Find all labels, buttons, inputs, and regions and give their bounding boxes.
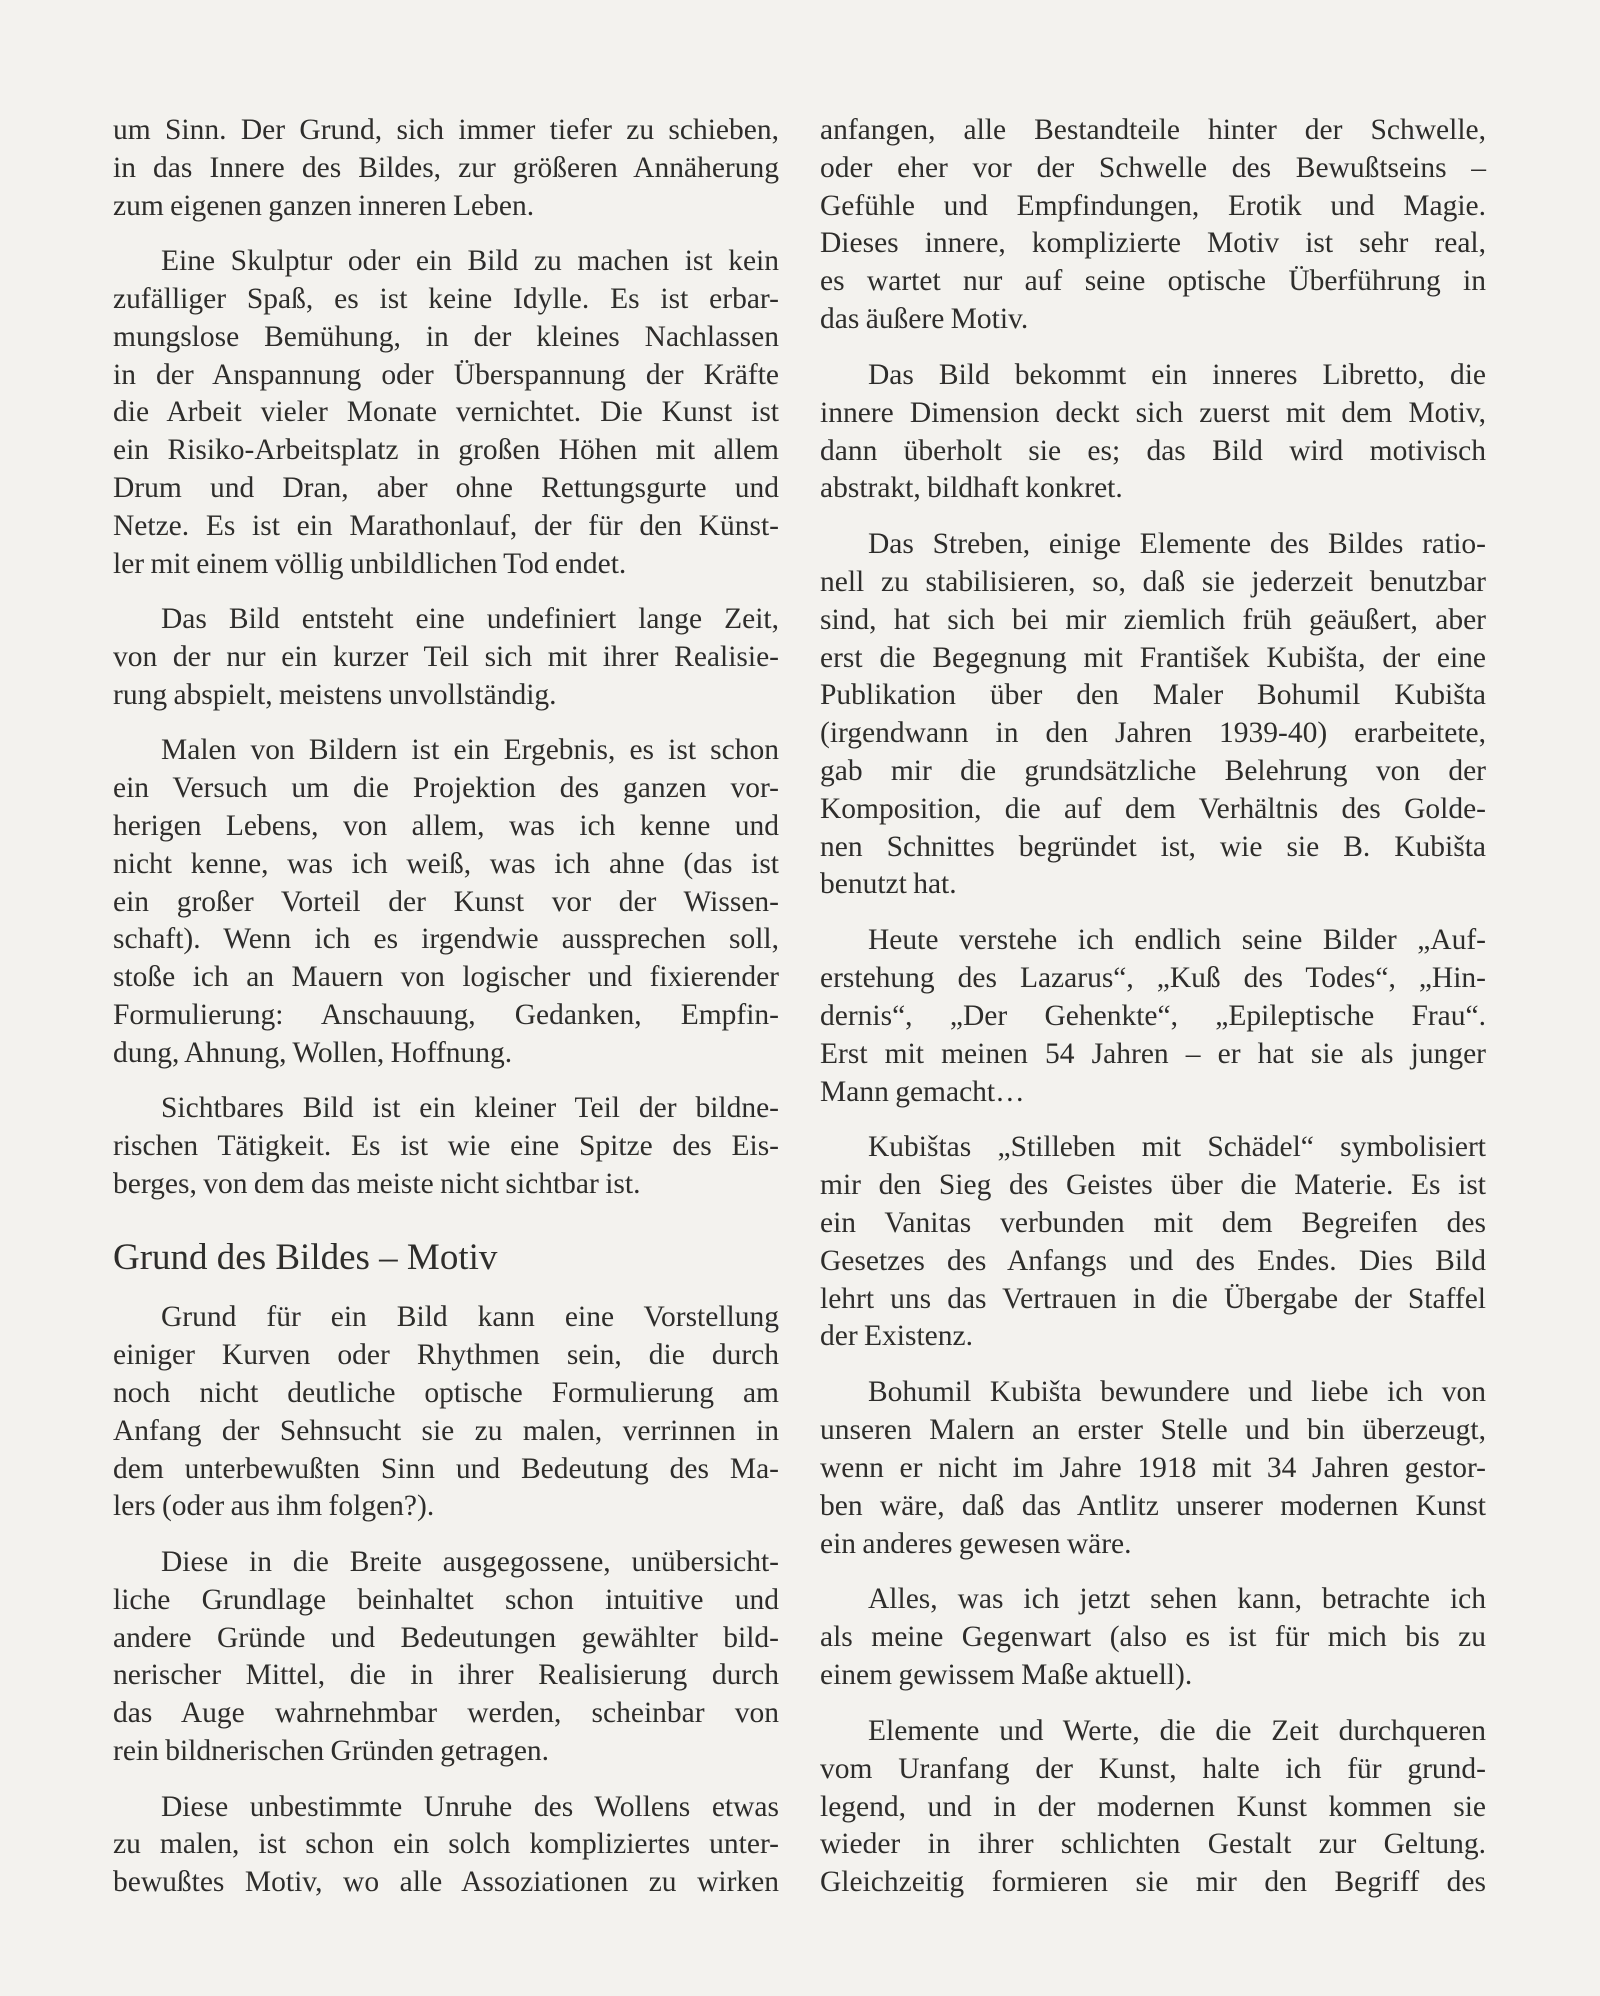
text-line: berges, von dem das meiste nicht sichtbar ist. — [113, 1167, 641, 1200]
text-line: andere Gründe und Bedeutungen gewählter bild- — [113, 1621, 779, 1654]
text-line: bewußtes Motiv, wo alle Assoziationen zu wirken — [113, 1866, 779, 1899]
text-line: Gleichzeitig formieren sie mir den Begriff des — [820, 1866, 1486, 1899]
text-line: erst die Begegnung mit František Kubišta, der eine — [820, 641, 1486, 674]
text-line: mungslose Bemühung, in der kleines Nachlassen — [113, 320, 779, 353]
text-line: zum eigenen ganzen inneren Leben. — [113, 189, 535, 222]
text-line: wenn er nicht im Jahre 1918 mit 34 Jahren gestor- — [820, 1451, 1486, 1484]
paragraph — [113, 1090, 779, 1203]
text-line: ein Vanitas verbunden mit dem Begreifen des — [820, 1207, 1486, 1240]
text-line: Dieses innere, komplizierte Motiv ist sehr real, — [820, 227, 1486, 260]
text-line: innere Dimension deckt sich zuerst mit dem Motiv, — [820, 396, 1486, 429]
paragraph — [820, 112, 1486, 339]
text-line: dem unterbewußten Sinn und Bedeutung des Ma- — [113, 1452, 779, 1485]
text-line: einiger Kurven oder Rhythmen sein, die durch — [113, 1339, 779, 1372]
text-line: Gesetzes des Anfangs und des Endes. Dies Bild — [820, 1244, 1486, 1277]
text-line: dann überholt sie es; das Bild wird motivisch — [820, 434, 1486, 467]
text-line: Bohumil Kubišta bewundere und liebe ich von — [868, 1376, 1486, 1409]
text-line: noch nicht deutliche optische Formulierung am — [113, 1376, 779, 1409]
text-line: ben wäre, daß das Antlitz unserer modernen Kunst — [820, 1489, 1486, 1522]
paragraph — [113, 1544, 779, 1771]
text-line: mir den Sieg des Geistes über die Materie. Es ist — [820, 1169, 1486, 1202]
text-line: lers (oder aus ihm folgen?). — [113, 1490, 435, 1523]
paragraph — [820, 1374, 1486, 1563]
text-line: von der nur ein kurzer Teil sich mit ihrer Realisie- — [113, 640, 779, 673]
text-line: als meine Gegenwart (also es ist für mich bis zu — [820, 1621, 1486, 1654]
text-line: der Existenz. — [820, 1320, 973, 1353]
text-line: zufälliger Spaß, es ist keine Idylle. Es ist erbar- — [113, 283, 779, 315]
paragraph — [820, 526, 1486, 904]
text-line: sind, hat sich bei mir ziemlich früh geäußert, aber — [820, 603, 1486, 636]
text-line: es wartet nur auf seine optische Überführung in — [820, 265, 1486, 298]
text-line: wieder in ihrer schlichten Gestalt zur Geltung. — [820, 1828, 1486, 1861]
text-line: Komposition, die auf dem Verhältnis des Golde- — [820, 792, 1486, 825]
text-line: benutzt hat. — [820, 868, 957, 901]
text-line: vom Uranfang der Kunst, halte ich für grund- — [820, 1752, 1486, 1785]
text-line: Diese in die Breite ausgegossene, unübersicht- — [161, 1545, 779, 1578]
text-line: ein Versuch um die Projektion des ganzen vor- — [113, 772, 779, 805]
left-text-column — [113, 112, 779, 1902]
text-line: nen Schnittes begründet ist, wie sie B. Kubišta — [820, 830, 1486, 863]
paragraph — [113, 112, 779, 225]
text-line: Sichtbares Bild ist ein kleiner Teil der bildne- — [161, 1092, 779, 1125]
text-line: rung abspielt, meistens unvollständig. — [113, 678, 557, 711]
text-line: Mann gemacht… — [820, 1075, 1025, 1108]
text-line: erstehung des Lazarus“, „Kuß des Todes“, „Hin- — [820, 962, 1486, 995]
text-line: legend, und in der modernen Kunst kommen sie — [820, 1790, 1486, 1823]
text-line: ein anderes gewesen wäre. — [820, 1527, 1132, 1560]
text-line: lehrt uns das Vertrauen in die Übergabe der Staffel — [820, 1282, 1486, 1315]
paragraph — [113, 732, 779, 1072]
text-line: Alles, was ich jetzt sehen kann, betrachte ich — [868, 1583, 1486, 1616]
section-heading: Grund des Bildes – Motiv — [113, 1236, 498, 1278]
text-line: Erst mit meinen 54 Jahren – er hat sie als junger — [820, 1037, 1486, 1070]
paragraph — [820, 1713, 1486, 1902]
text-line: einem gewissem Maße aktuell). — [820, 1659, 1193, 1692]
text-line: stoße ich an Mauern von logischer und fixierender — [113, 961, 779, 994]
right-text-column — [820, 112, 1486, 1902]
text-line: Eine Skulptur oder ein Bild zu machen ist kein — [161, 245, 779, 278]
text-line: Malen von Bildern ist ein Ergebnis, es ist schon — [161, 734, 779, 767]
text-line: nicht kenne, was ich weiß, was ich ahne (das ist — [113, 847, 779, 880]
text-line: anfangen, alle Bestandteile hinter der Schwelle, — [820, 114, 1486, 146]
text-line: das Auge wahrnehmbar werden, scheinbar von — [113, 1697, 779, 1730]
text-line: Kubištas „Stilleben mit Schädel“ symbolisiert — [868, 1131, 1486, 1164]
text-line: Anfang der Sehnsucht sie zu malen, verrinnen in — [113, 1414, 779, 1447]
text-line: in der Anspannung oder Überspannung der Kräfte — [113, 358, 779, 391]
text-line: (irgendwann in den Jahren 1939-40) erarbeitete, — [820, 717, 1486, 750]
paragraph — [820, 357, 1486, 508]
paragraph — [113, 601, 779, 714]
text-line: ein Risiko-Arbeitsplatz in großen Höhen mit allem — [113, 434, 779, 467]
text-line: Diese unbestimmte Unruhe des Wollens etwas — [161, 1790, 779, 1823]
text-line: ler mit einem völlig unbildlichen Tod endet. — [113, 547, 627, 580]
text-line: Drum und Dran, aber ohne Rettungsgurte und — [113, 471, 779, 504]
text-line: Formulierung: Anschauung, Gedanken, Empfin- — [113, 998, 779, 1031]
text-line: liche Grundlage beinhaltet schon intuitive und — [113, 1583, 779, 1616]
paragraph — [820, 922, 1486, 1111]
text-line: Das Bild bekommt ein inneres Libretto, die — [868, 358, 1486, 391]
paragraph — [113, 1789, 779, 1902]
text-line: schaft). Wenn ich es irgendwie aussprechen soll, — [113, 923, 779, 956]
text-line: die Arbeit vieler Monate vernichtet. Die Kunst ist — [113, 396, 779, 429]
text-line: in das Innere des Bildes, zur größeren Annäherung — [113, 151, 779, 184]
text-line: abstrakt, bildhaft konkret. — [820, 472, 1123, 505]
text-line: oder eher vor der Schwelle des Bewußtseins – — [820, 151, 1486, 184]
text-line: herigen Lebens, von allem, was ich kenne und — [113, 809, 779, 842]
text-line: Elemente und Werte, die die Zeit durchqueren — [868, 1714, 1486, 1747]
text-line: rischen Tätigkeit. Es ist wie eine Spitze des Eis- — [113, 1130, 779, 1163]
text-line: Grund für ein Bild kann eine Vorstellung — [161, 1301, 779, 1334]
text-line: ein großer Vorteil der Kunst vor der Wissen- — [113, 885, 779, 918]
text-line: nerischer Mittel, die in ihrer Realisierung durch — [113, 1659, 779, 1692]
paragraph — [820, 1129, 1486, 1356]
text-line: nell zu stabilisieren, so, daß sie jederzeit benutzbar — [820, 566, 1486, 599]
text-line: Das Streben, einige Elemente des Bildes ratio- — [868, 528, 1486, 561]
text-line: Gefühle und Empfindungen, Erotik und Magie. — [820, 189, 1486, 222]
text-line: Publikation über den Maler Bohumil Kubišta — [820, 679, 1486, 712]
text-line: Netze. Es ist ein Marathonlauf, der für den Künst- — [113, 509, 779, 542]
text-line: dung, Ahnung, Wollen, Hoffnung. — [113, 1036, 513, 1069]
text-line: dernis“, „Der Gehenkte“, „Epileptische Frau“. — [820, 999, 1486, 1032]
paragraph — [113, 243, 779, 583]
text-line: Das Bild entsteht eine undefiniert lange Zeit, — [161, 603, 779, 636]
text-line: unseren Malern an erster Stelle und bin überzeugt, — [820, 1414, 1486, 1447]
text-line: zu malen, ist schon ein solch kompliziertes unter- — [113, 1828, 779, 1861]
paragraph — [820, 1581, 1486, 1694]
text-line: um Sinn. Der Grund, sich immer tiefer zu schieben, — [113, 114, 779, 146]
text-line: Heute verstehe ich endlich seine Bilder „Auf- — [868, 924, 1486, 957]
text-line: rein bildnerischen Gründen getragen. — [113, 1734, 550, 1767]
text-line: das äußere Motiv. — [820, 302, 1029, 335]
paragraph — [113, 1299, 779, 1526]
text-line: gab mir die grundsätzliche Belehrung von der — [820, 755, 1486, 787]
